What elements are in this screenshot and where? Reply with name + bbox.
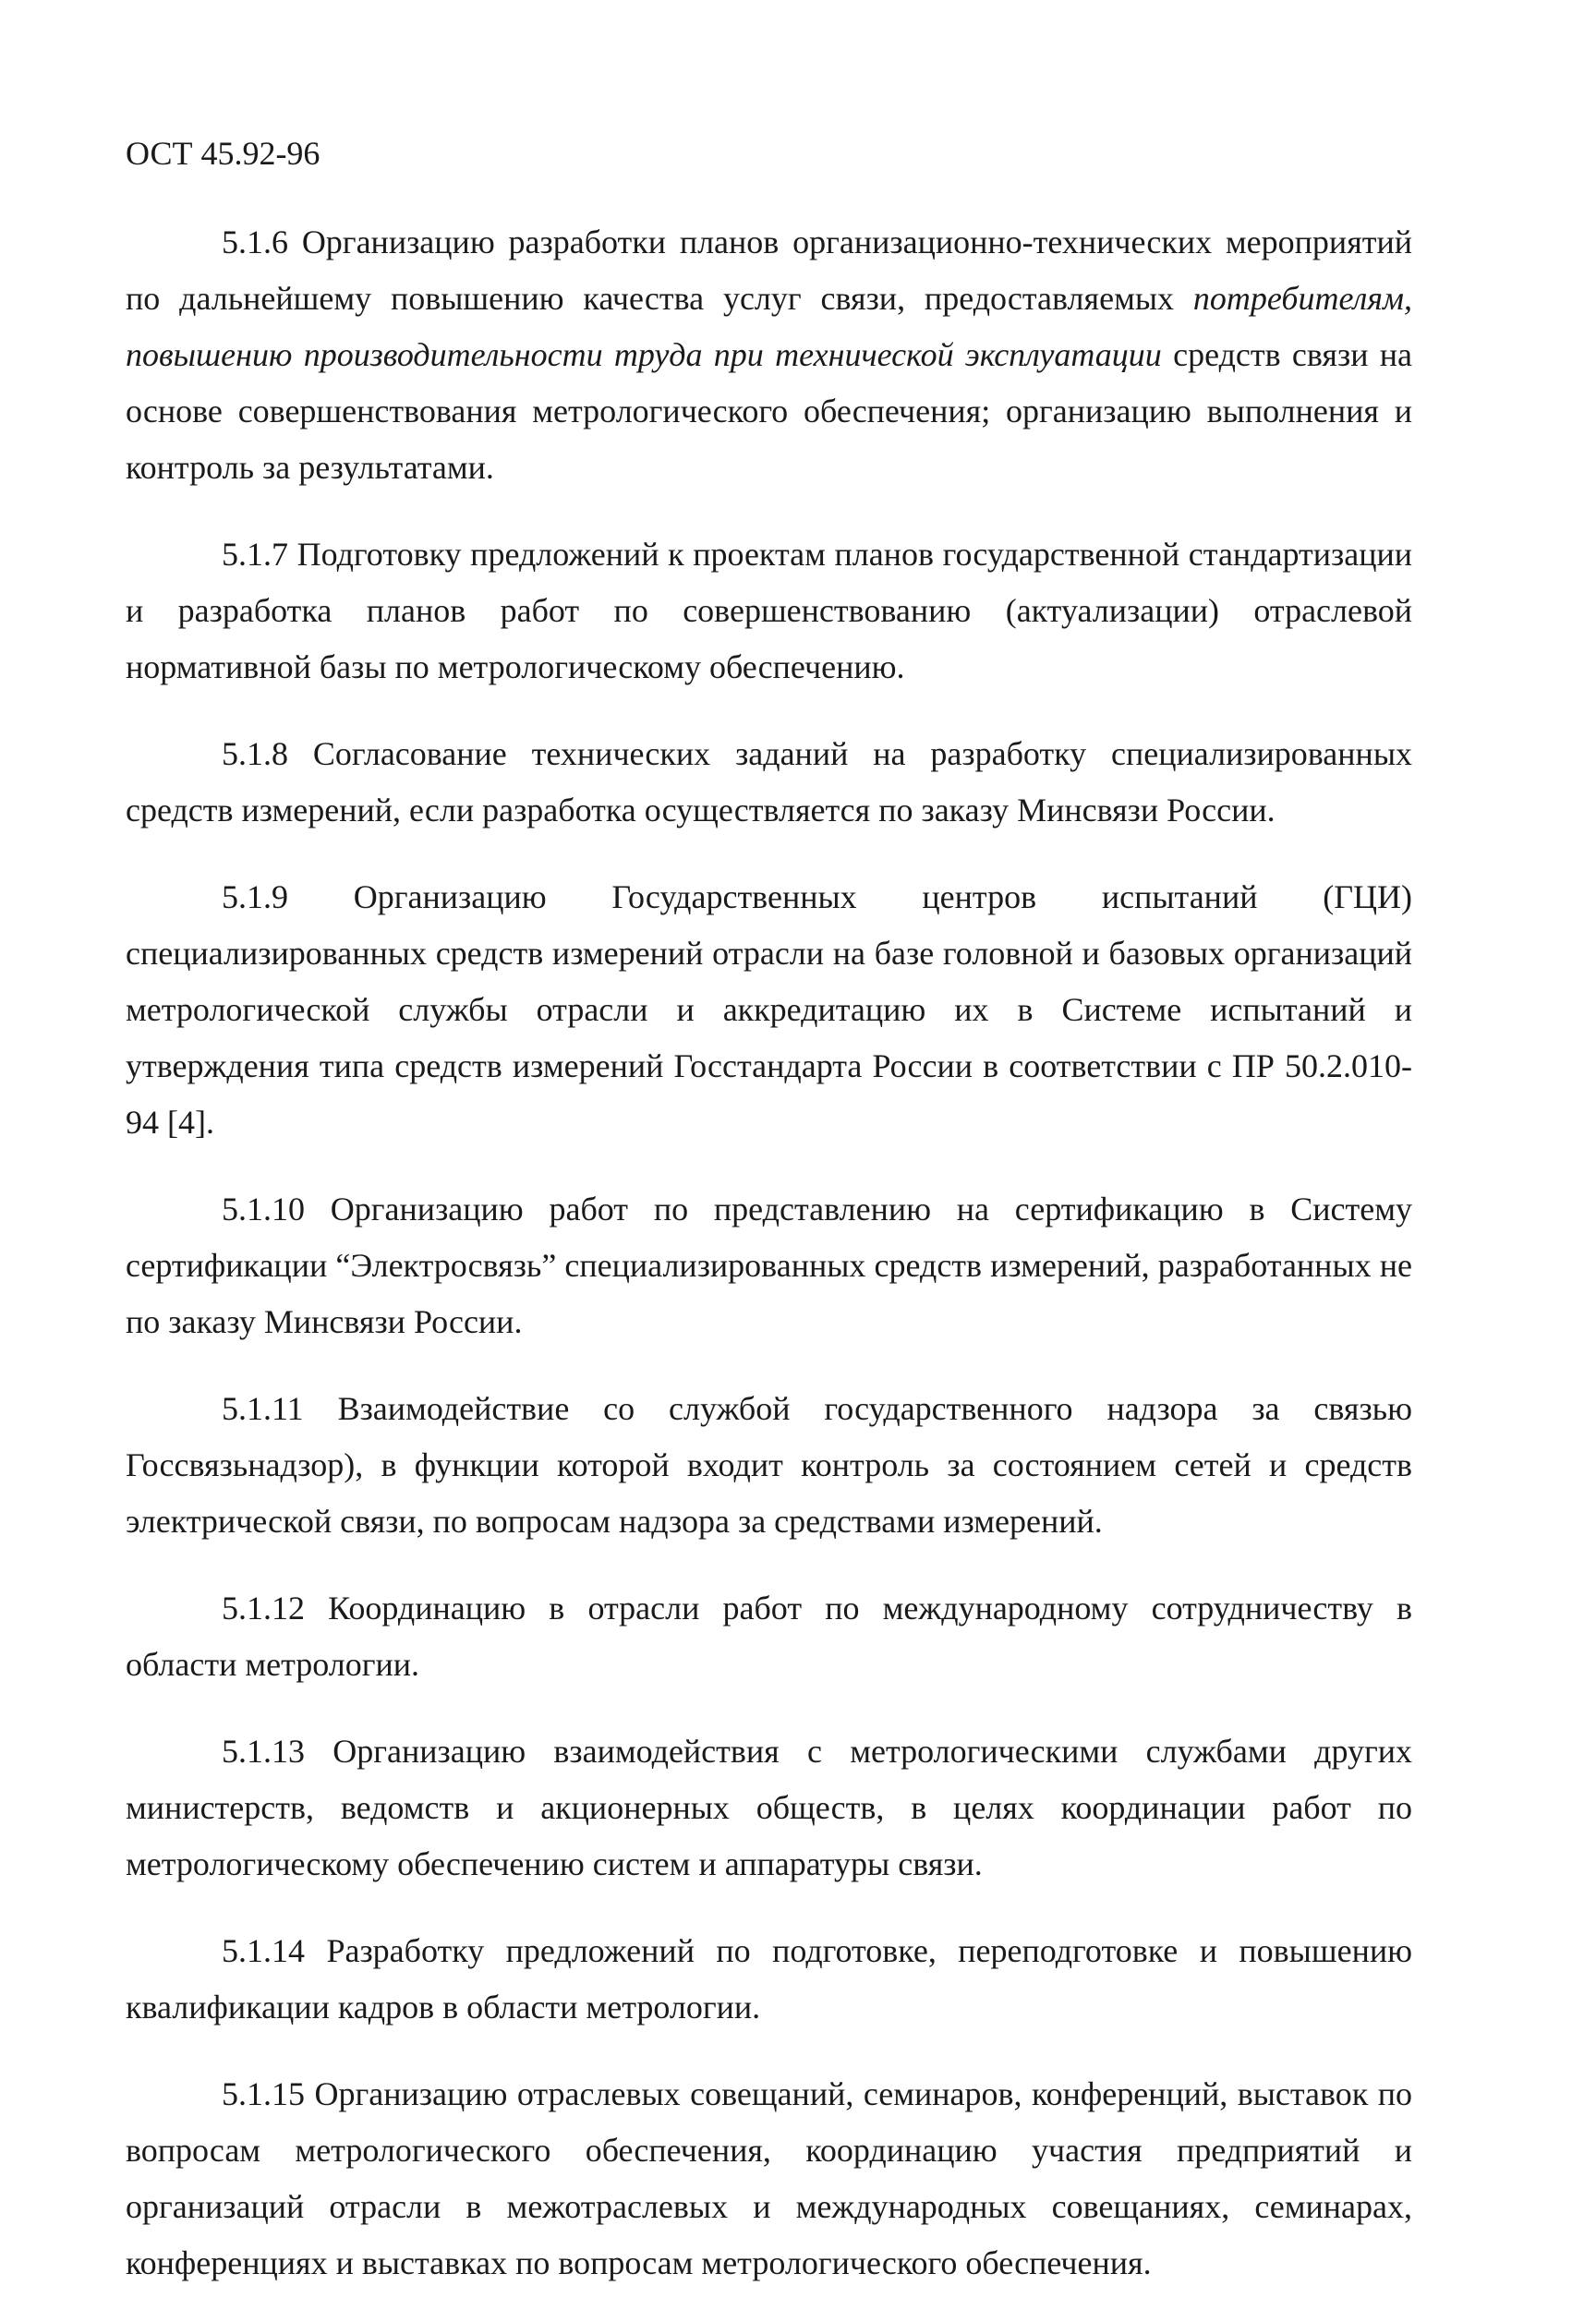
clause-5-1-12 — [126, 1580, 1412, 1693]
clause-number: 5.1.8 — [222, 735, 288, 772]
clause-text: Организацию отраслевых совещаний, семинаров, конференций, выставок по вопросам метрологического обеспечения, координацию участия предприятий и организаций отрасли в межотраслевых и международных совещаниях, семинарах, конференциях и выставках по вопросам метрологического обеспечения. — [126, 2075, 1413, 2281]
clause-5-1-7 — [126, 526, 1412, 695]
clause-text: Подготовку предложений к проектам планов государственной стандартизации и разработка планов работ по совершенствованию (актуализации) отраслевой нормативной базы по метрологическому обеспечению. — [126, 536, 1413, 685]
clause-text: Организацию работ по представлению на сертификацию в Систему сертификации “Электросвязь” специализированных средств измерений, разработанных не по заказу Минсвязи России. — [126, 1191, 1412, 1340]
clause-number: 5.1.15 — [222, 2075, 305, 2112]
clause-5-1-14 — [126, 1923, 1412, 2036]
clause-5-1-15 — [126, 2066, 1412, 2292]
clause-5-1-13 — [126, 1723, 1412, 1893]
clause-number: 5.1.13 — [222, 1733, 305, 1770]
document-header: ОСТ 45.92-96 — [126, 135, 320, 172]
clause-text: Координацию в отрасли работ по международному сотрудничеству в области метрологии. — [126, 1590, 1412, 1683]
clause-5-1-8 — [126, 726, 1412, 839]
clause-text: Организацию взаимодействия с метрологическими службами других министерств, ведомств и акционерных обществ, в целях координации работ по метрологическому обеспечению систем и аппаратуры связи. — [126, 1733, 1413, 1882]
clause-5-1-10 — [126, 1181, 1412, 1350]
clause-number: 5.1.6 — [222, 224, 288, 260]
clause-text-italic: потребителям, повышению производительности труда при технической эксплуатации — [126, 280, 1413, 373]
clause-5-1-6 — [126, 214, 1412, 496]
document-body — [126, 214, 1412, 2322]
clause-number: 5.1.9 — [222, 878, 288, 915]
clause-number: 5.1.12 — [222, 1590, 305, 1627]
clause-number: 5.1.11 — [222, 1390, 304, 1427]
clause-5-1-11 — [126, 1381, 1412, 1550]
clause-number: 5.1.14 — [222, 1932, 305, 1969]
clause-text: Организацию разработки планов организационно-технических мероприятий по дальнейшему повышению качества услуг связи, предоставляемых — [126, 224, 1413, 317]
clause-5-1-9 — [126, 869, 1412, 1151]
clause-text: Согласование технических заданий на разработку специализированных средств измерений, если разработка осуществляется по заказу Минсвязи России. — [126, 735, 1413, 828]
clause-text: Разработку предложений по подготовке, переподготовке и повышению квалификации кадров в области метрологии. — [126, 1932, 1412, 2026]
clause-text-continued: средств связи на основе совершенствования метрологического обеспечения; организацию выполнения и контроль за результатами. — [126, 336, 1412, 486]
clause-text: Взаимодействие со службой государственного надзора за связью Госсвязьнадзор), в функции которой входит контроль за состоянием сетей и средств электрической связи, по вопросам надзора за средствами измерений. — [126, 1390, 1412, 1540]
clause-number: 5.1.10 — [222, 1191, 305, 1228]
clause-text: Организацию Государственных центров испытаний (ГЦИ) специализированных средств измерений отрасли на базе головной и базовых организаций метрологической службы отрасли и аккредитацию их в Системе испытаний и утверждения типа средств измерений Госстандарта России в соответствии с ПР 50.2.010-94 [4]. — [126, 878, 1413, 1141]
clause-number: 5.1.7 — [222, 536, 288, 573]
